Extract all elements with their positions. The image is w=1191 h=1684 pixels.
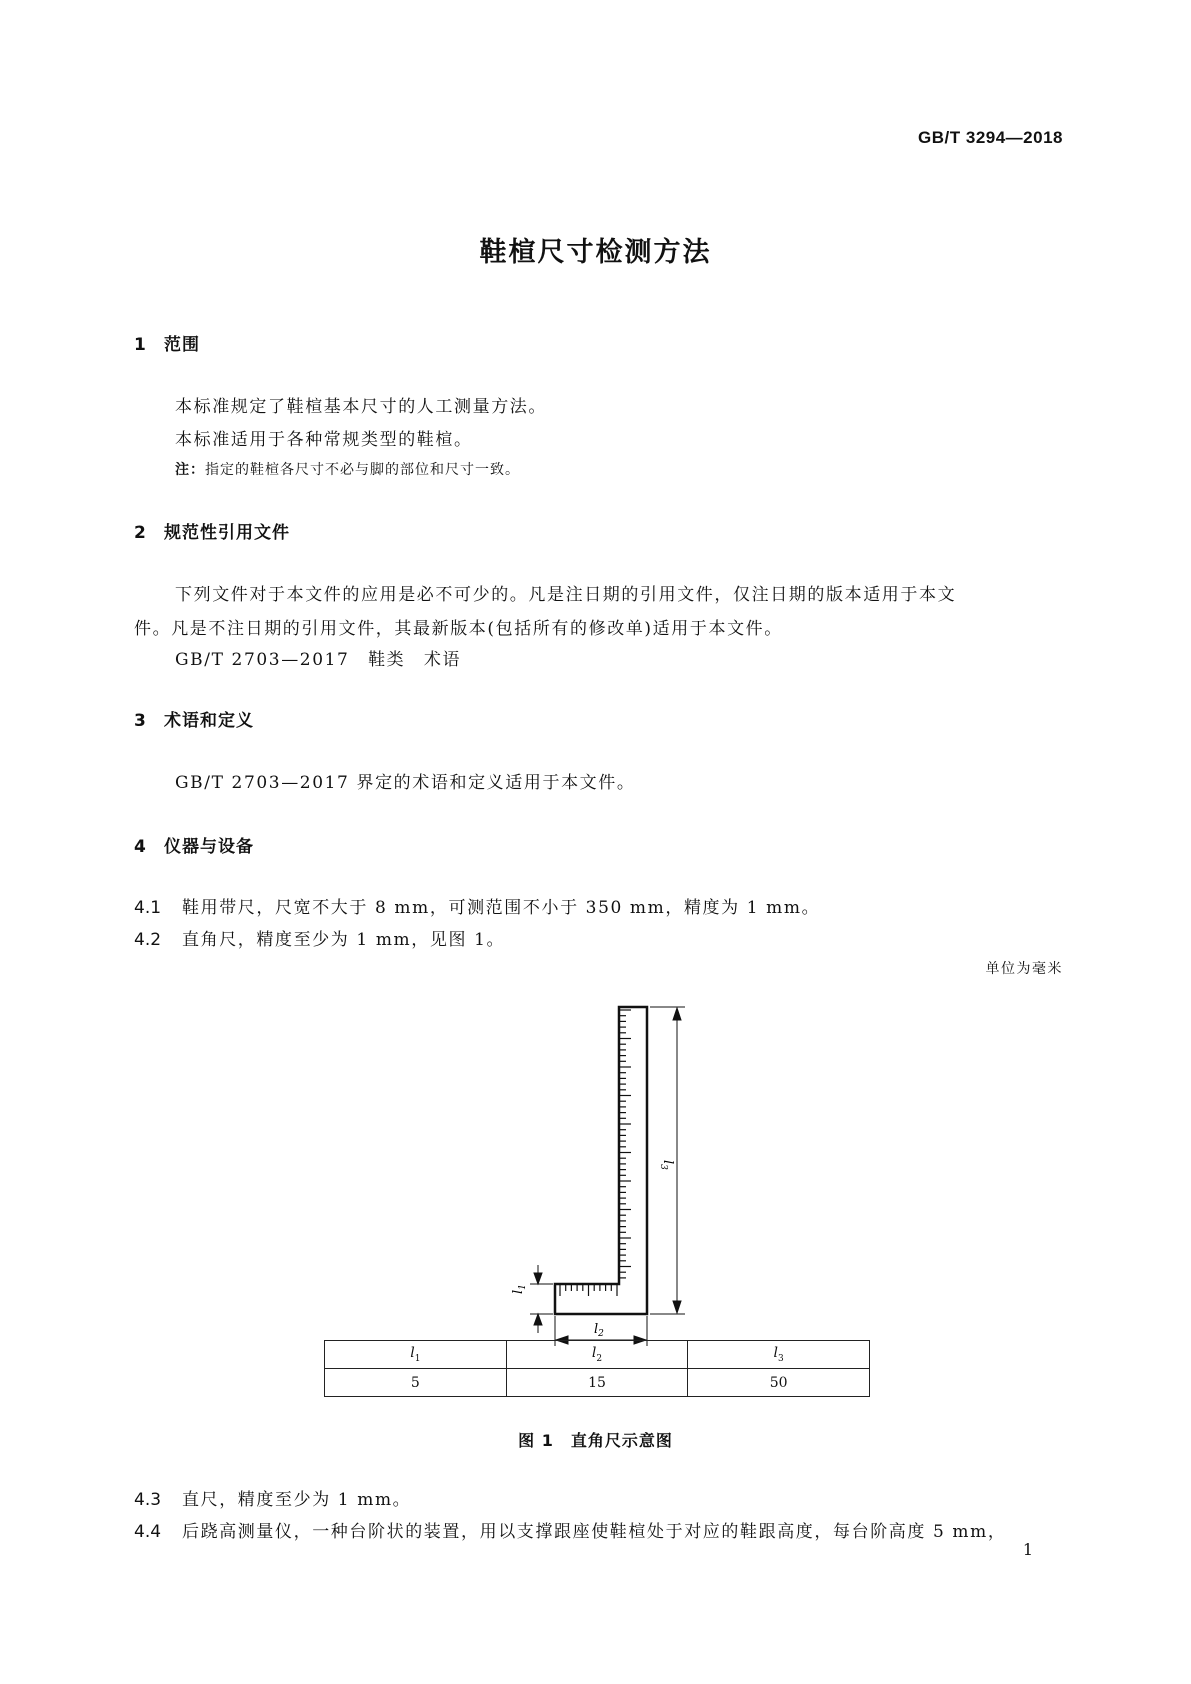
note-text: 指定的鞋楦各尺寸不必与脚的部位和尺寸一致。 (205, 462, 520, 478)
vertical-scale-ticks (619, 1010, 631, 1278)
clause-4-3 (134, 1485, 411, 1510)
unit-note: 单位为毫米 (985, 961, 1063, 977)
note-label: 注： (175, 462, 205, 478)
section-title: 仪器与设备 (164, 837, 254, 857)
clause-number: 4.4 (134, 1522, 162, 1542)
table-cell: 5 (325, 1369, 507, 1397)
section-number: 1 (134, 335, 147, 355)
label-l3: $l_3$ (658, 1160, 675, 1170)
table-cell: 15 (506, 1369, 688, 1397)
section-title: 术语和定义 (164, 711, 254, 731)
document-title: 鞋楦尺寸检测方法 (479, 237, 712, 268)
dimension-l1 (530, 1265, 553, 1333)
table-header-row (325, 1341, 870, 1369)
normative-reference: GB/T 2703—2017 鞋类 术语 (175, 650, 462, 670)
table-row (325, 1369, 870, 1397)
ruler-outline (555, 1007, 647, 1314)
section-title: 规范性引用文件 (164, 523, 290, 543)
dimension-table (324, 1340, 870, 1397)
figure-caption: 图 1 直角尺示意图 (518, 1431, 673, 1450)
clause-text: 鞋用带尺，尺宽不大于 8 mm，可测范围不小于 350 mm，精度为 1 mm。 (182, 898, 821, 918)
table-header-cell: $l_2$ (506, 1341, 688, 1369)
standard-code: GB/T 3294—2018 (918, 128, 1063, 147)
clause-number: 4.1 (134, 898, 162, 918)
section-title: 范围 (164, 335, 200, 355)
label-l1: $l_1$ (511, 1284, 528, 1294)
section-number: 2 (134, 523, 147, 543)
paragraph: 本标准规定了鞋楦基本尺寸的人工测量方法。 (175, 397, 547, 417)
table-header-cell: $l_1$ (325, 1341, 507, 1369)
clause-text: 后跷高测量仪，一种台阶状的装置，用以支撑跟座使鞋楦处于对应的鞋跟高度，每台阶高度 5 mm， (182, 1522, 1007, 1542)
paragraph: GB/T 2703—2017 界定的术语和定义适用于本文件。 (175, 773, 636, 793)
table-cell: 50 (688, 1369, 870, 1397)
page-number: 1 (1022, 1540, 1033, 1559)
section-number: 3 (134, 711, 147, 731)
section-number: 4 (134, 837, 147, 857)
paragraph-line: 下列文件对于本文件的应用是必不可少的。凡是注日期的引用文件，仅注日期的版本适用于本文 (175, 585, 957, 605)
table-header-cell: $l_3$ (688, 1341, 870, 1369)
clause-text: 直角尺，精度至少为 1 mm，见图 1。 (182, 930, 506, 950)
label-l2: $l_2$ (594, 1322, 604, 1339)
clause-text: 直尺，精度至少为 1 mm。 (182, 1490, 412, 1510)
clause-number: 4.3 (134, 1490, 162, 1510)
paragraph: 本标准适用于各种常规类型的鞋楦。 (175, 430, 473, 450)
clause-number: 4.2 (134, 930, 162, 950)
horizontal-scale-ticks (560, 1284, 617, 1296)
clause-4-4 (134, 1517, 1006, 1542)
paragraph-line: 件。凡是不注日期的引用文件，其最新版本(包括所有的修改单)适用于本文件。 (134, 619, 783, 639)
